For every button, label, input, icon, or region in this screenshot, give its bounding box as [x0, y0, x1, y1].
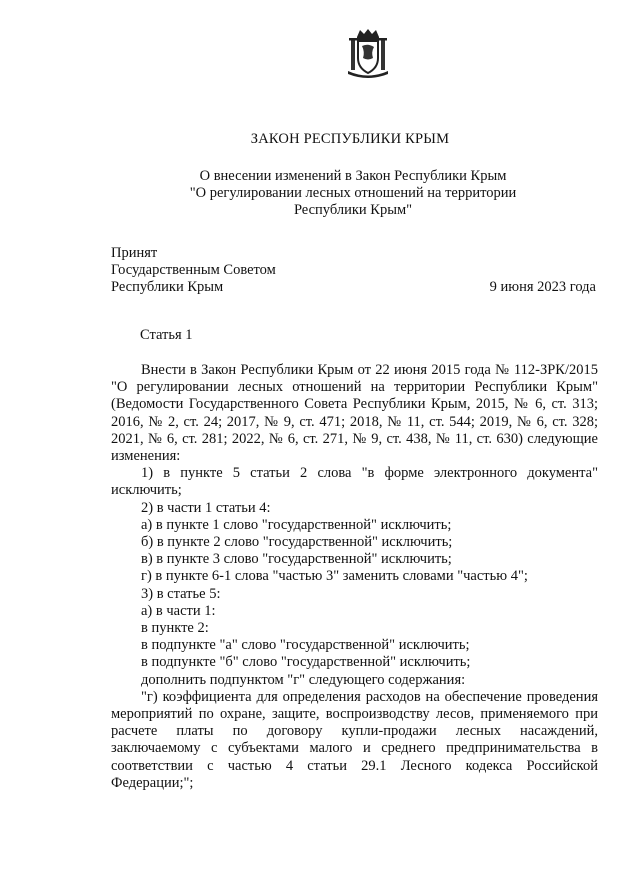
amendment-item: в пункте 2:	[141, 620, 209, 637]
article-intro-paragraph: Внести в Закон Республики Крым от 22 июня 2015 года № 112-ЗРК/2015 "О регулировании лесных отношений на территории Республики Крым" (Ведомости Государственного Совета Республики Крым, 2015, № 6, ст. 313; 2016, № 2, ст. 24; 2017, № 9, ст. 471; 2018, № 11, ст. 544; 2019, № 6, ст. 328; 2021, № 6, ст. 281; 2022, № 6, ст. 271, № 9, ст. 438, № 11, ст. 630) следующие изменения:	[111, 362, 598, 465]
crimea-coat-of-arms-icon	[345, 28, 391, 78]
amendment-item: а) в части 1:	[141, 602, 216, 619]
amendment-item: в подпункте "б" слово "государственной" исключить;	[141, 654, 471, 671]
amendment-item: в подпункте "а" слово "государственной" исключить;	[141, 637, 470, 654]
amendment-item: а) в пункте 1 слово "государственной" исключить;	[141, 516, 452, 533]
amendment-item: дополнить подпунктом "г" следующего содержания:	[141, 671, 466, 688]
amendment-item: б) в пункте 2 слово "государственной" исключить;	[141, 534, 453, 551]
adoption-line: Государственным Советом	[111, 262, 276, 278]
adoption-line: Принят	[111, 245, 158, 261]
amendment-item: 2) в части 1 статьи 4:	[141, 499, 271, 516]
law-subtitle-line-2: "О регулировании лесных отношений на территории	[189, 185, 517, 201]
article-heading: Статья 1	[140, 327, 193, 343]
law-subtitle-line-3: Республики Крым"	[293, 202, 413, 218]
amendment-item: 3) в статье 5:	[141, 585, 221, 602]
adoption-block	[111, 245, 276, 296]
adoption-line: Республики Крым	[111, 279, 224, 295]
amendment-item: г) в пункте 6-1 слова "частью 3" заменить словами "частью 4";	[141, 568, 528, 585]
law-subtitle-line-1: О внесении изменений в Закон Республики Крым	[199, 168, 507, 184]
law-title: ЗАКОН РЕСПУБЛИКИ КРЫМ	[250, 131, 450, 147]
amendment-quote-paragraph: "г) коэффициента для определения расходов на обеспечение проведения мероприятий по охране, защите, воспроизводству лесов, применяемого при расчете платы по договору купли-продажи лесных насаждений, заключаемому с субъектами малого и среднего предпринимательства в соответствии с частью 4 статьи 29.1 Лесного кодекса Российской Федерации;";	[111, 688, 598, 791]
adoption-date: 9 июня 2023 года	[489, 279, 596, 295]
amendment-item: 1) в пункте 5 статьи 2 слова "в форме электронного документа" исключить;	[111, 465, 598, 499]
article-body	[111, 362, 598, 792]
amendment-item: в) в пункте 3 слово "государственной" исключить;	[141, 551, 452, 568]
